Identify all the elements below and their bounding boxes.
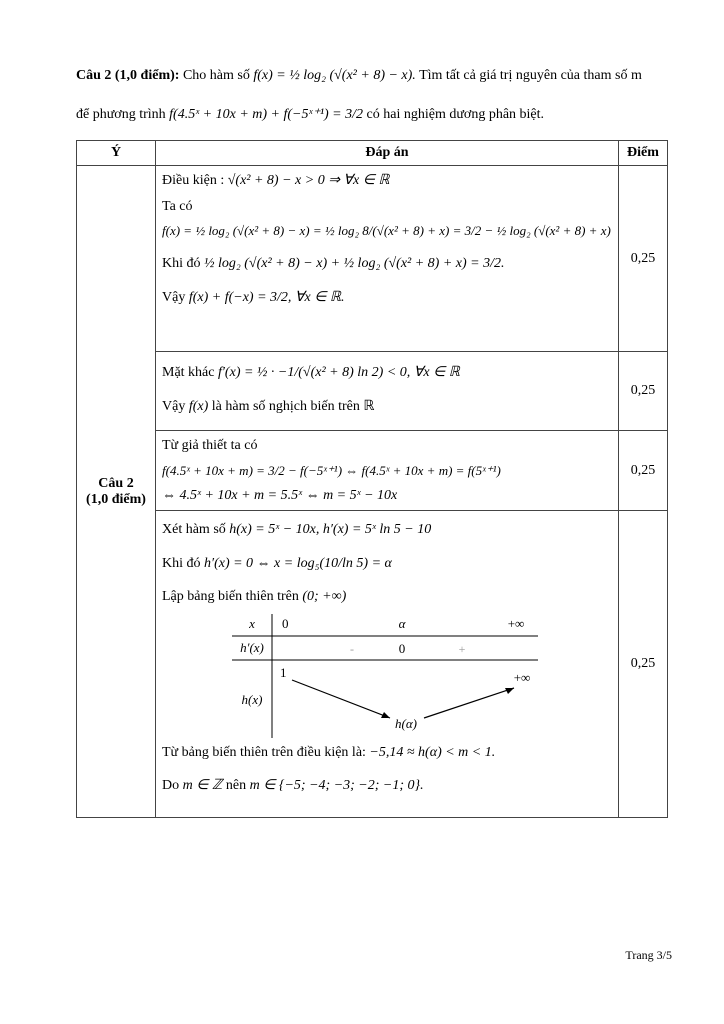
answer-row-3 xyxy=(77,431,668,511)
since-label: Do xyxy=(162,778,180,794)
variation-table xyxy=(162,610,602,740)
consider-label: Xét hàm số xyxy=(162,522,226,538)
vt-sign-positive: + xyxy=(458,641,466,656)
monotonic-func: f(x) xyxy=(188,398,209,414)
answer-row-1 xyxy=(77,166,668,352)
vt-increasing-arrow xyxy=(424,688,514,718)
conclusion-line xyxy=(162,289,612,307)
page-number: Trang 3/5 xyxy=(625,948,672,962)
question-equation-prefix: để phương trình xyxy=(76,107,166,122)
h-function-line xyxy=(162,521,612,539)
vt-h-end: +∞ xyxy=(513,669,531,685)
header-row xyxy=(77,141,668,166)
header-answer: Đáp án xyxy=(156,141,619,166)
score-3: 0,25 xyxy=(619,431,668,511)
variation-label: Lập bảng biến thiên trên xyxy=(162,589,299,605)
vt-sign-zero: 0 xyxy=(398,640,406,656)
score-4: 0,25 xyxy=(619,511,668,818)
question-line-1 xyxy=(76,68,670,84)
final-answer-math: m ∈ {−5; −4; −3; −2; −1; 0}. xyxy=(249,778,424,794)
condition-label: Điều kiện : xyxy=(162,173,225,188)
vt-x-end: +∞ xyxy=(507,615,525,631)
function-definition: f(x) = ½ log₂ (√(x² + 8) − x). xyxy=(253,68,416,83)
so-label: Vậy xyxy=(162,289,186,305)
question-equation: f(4.5ˣ + 10x + m) + f(−5ˣ⁺¹) = 3/2 xyxy=(169,107,364,122)
equation-result: ⇔ 4.5ˣ + 10x + m = 5.5ˣ ⇔ m = 5ˣ − 10x xyxy=(162,487,398,503)
hypothesis-label: Từ giả thiết ta có xyxy=(162,438,258,453)
condition-math: √(x² + 8) − x > 0 ⇒ ∀x ∈ ℝ xyxy=(227,173,390,188)
variation-table-intro xyxy=(162,588,612,606)
vt-sign-negative: - xyxy=(350,641,354,656)
derivative-line xyxy=(162,364,612,382)
answer-cell-1 xyxy=(156,166,619,352)
vt-decreasing-arrow xyxy=(292,680,390,718)
header-y: Ý xyxy=(77,141,156,166)
then-label: Khi đó xyxy=(162,256,201,272)
question-line-2 xyxy=(76,106,670,123)
vt-h-header: h(x) xyxy=(241,691,263,707)
vt-x-header: x xyxy=(249,615,255,631)
header-score: Điểm xyxy=(619,141,668,166)
sum-math: ½ log₂ (√(x² + 8) − x) + ½ log₂ (√(x² + 8) + x) = 3/2. xyxy=(204,256,505,272)
answer-cell-2 xyxy=(156,352,619,431)
critical-point-line xyxy=(162,555,612,573)
item-label-points: (1,0 điểm) xyxy=(86,491,146,507)
final-answer-line xyxy=(162,777,612,795)
item-label-title: Câu 2 xyxy=(98,475,134,491)
question-prefix: Cho hàm số xyxy=(182,68,250,83)
answer-row-2 xyxy=(77,352,668,431)
range-label: Từ bảng biến thiên trên điều kiện là: xyxy=(162,744,366,760)
question-title: Câu 2 (1,0 điểm): xyxy=(76,68,180,83)
score-2: 0,25 xyxy=(619,352,668,431)
moreover-label: Mặt khác xyxy=(162,365,215,380)
monotonic-text: là hàm số nghịch biến trên ℝ xyxy=(211,398,375,414)
vt-x-alpha: α xyxy=(398,615,406,631)
range-line xyxy=(162,744,612,762)
vt-h-start: 1 xyxy=(280,664,287,680)
hence-label: nên xyxy=(225,778,247,794)
vt-derivative-header: h′(x) xyxy=(240,639,264,655)
we-have-label: Ta có xyxy=(162,198,193,214)
conclusion-math: f(x) + f(−x) = 3/2, ∀x ∈ ℝ. xyxy=(188,289,345,305)
condition-line xyxy=(162,172,612,190)
answer-row-4 xyxy=(77,511,668,818)
integer-condition: m ∈ ℤ xyxy=(182,778,223,794)
derivative-math: f′(x) = ½ · −1/(√(x² + 8) ln 2) < 0, ∀x ∈ ℝ xyxy=(217,365,460,380)
score-1: 0,25 xyxy=(619,166,668,352)
answer-cell-3 xyxy=(156,431,619,511)
item-label xyxy=(77,166,156,818)
answer-cell-4 xyxy=(156,511,619,818)
question-task: Tìm tất cả giá trị nguyên của tham số m xyxy=(419,68,642,83)
so-label-2: Vậy xyxy=(162,398,186,414)
range-math: −5,14 ≈ h(α) < m < 1. xyxy=(369,744,496,760)
vt-x-start: 0 xyxy=(282,615,289,631)
then-label-2: Khi đó xyxy=(162,555,201,571)
h-function-math: h(x) = 5ˣ − 10x, h′(x) = 5ˣ ln 5 − 10 xyxy=(229,522,432,538)
answer-table xyxy=(76,140,668,818)
sum-line xyxy=(162,255,612,273)
function-rewrite: f(x) = ½ log₂ (√(x² + 8) − x) = ½ log₂ 8/(√(x² + 8) + x) = 3/2 − ½ log₂ (√(x² + 8) + x) xyxy=(162,223,611,238)
critical-point-math: h′(x) = 0 ⇔ x = log₅(10/ln 5) = α xyxy=(204,555,392,571)
interval-math: (0; +∞) xyxy=(302,589,347,605)
equation-transform: f(4.5ˣ + 10x + m) = 3/2 − f(−5ˣ⁺¹) ⇔ f(4.5ˣ + 10x + m) = f(5ˣ⁺¹) xyxy=(162,462,501,478)
vt-h-min: h(α) xyxy=(395,715,417,731)
monotonic-line xyxy=(162,398,612,416)
question-equation-suffix: có hai nghiệm dương phân biệt. xyxy=(366,107,545,122)
